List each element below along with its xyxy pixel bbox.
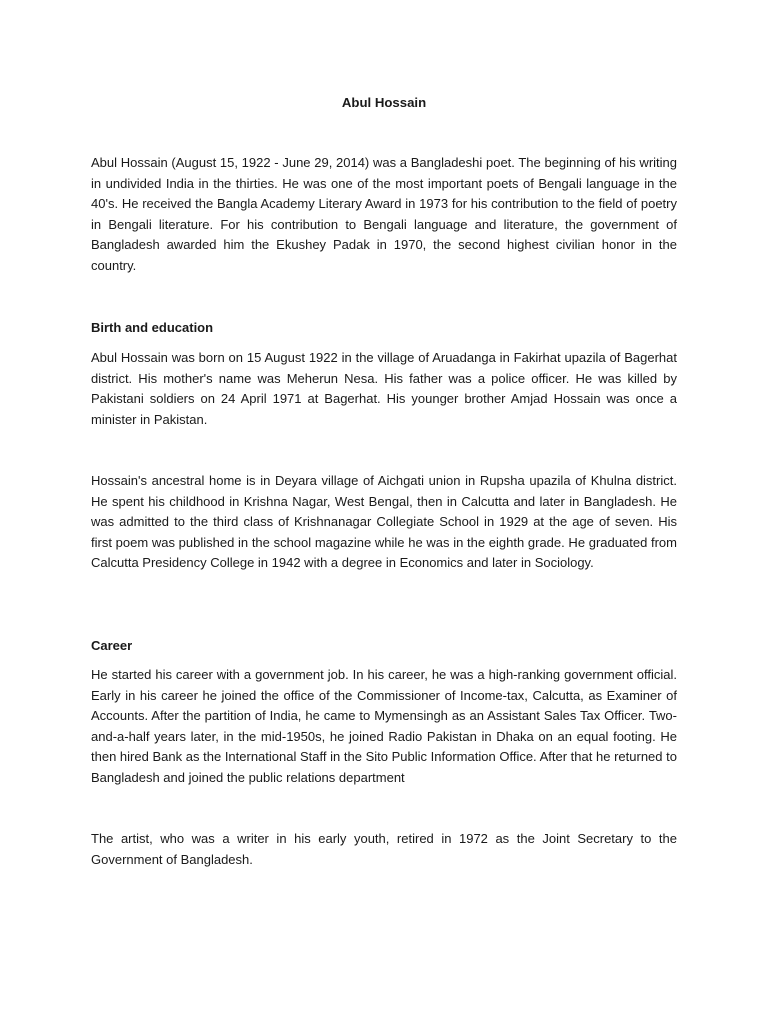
birth-paragraph-2: Hossain's ancestral home is in Deyara village of Aichgati union in Rupsha upazila of Khulna district. He spent his childhood in Krishna Nagar, West Bengal, then in Calcutta and later in Bangladesh. He was admitted to the third class of Krishnanagar Collegiate School in 1929 at the age of seven. His first poem was published in the school magazine while he was in the eighth grade. He graduated from Calcutta Presidency College in 1942 with a degree in Economics and later in Sociology.: [91, 473, 677, 571]
intro-paragraph: Abul Hossain (August 15, 1922 - June 29, 2014) was a Bangladeshi poet. The beginning of his writing in undivided India in the thirties. He was one of the most important poets of Bengali language in the 40's. He received the Bangla Academy Literary Award in 1973 for his contribution to the field of poetry in Bengali literature. For his contribution to Bengali language and literature, the government of Bangladesh awarded him the Ekushey Padak in 1970, the second highest civilian honor in the country.: [91, 155, 677, 273]
birth-paragraph-1: Abul Hossain was born on 15 August 1922 in the village of Aruadanga in Fakirhat upazila of Bagerhat district. His mother's name was Meherun Nesa. His father was a police officer. He was killed by Pakistani soldiers on 24 April 1971 at Bagerhat. His younger brother Amjad Hossain was once a minister in Pakistan.: [91, 350, 677, 427]
document-page: [91, 0, 677, 1024]
section-heading-career: Career: [91, 638, 133, 653]
career-paragraph-2: The artist, who was a writer in his early youth, retired in 1972 as the Joint Secretary to the Government of Bangladesh.: [91, 831, 677, 867]
career-paragraph-1: He started his career with a government job. In his career, he was a high-ranking government official. Early in his career he joined the office of the Commissioner of Income-tax, Calcutta, as Examiner of Accounts. After the partition of India, he came to Mymensingh as an Assistant Sales Tax Officer. Two-and-a-half years later, in the mid-1950s, he joined Radio Pakistan in Dhaka on an equal footing. He then hired Bank as the International Staff in the Sito Public Information Office. After that he returned to Bangladesh and joined the public relations department: [91, 667, 677, 785]
document-title: Abul Hossain: [341, 95, 427, 110]
section-heading-birth-and-education: Birth and education: [91, 320, 214, 335]
